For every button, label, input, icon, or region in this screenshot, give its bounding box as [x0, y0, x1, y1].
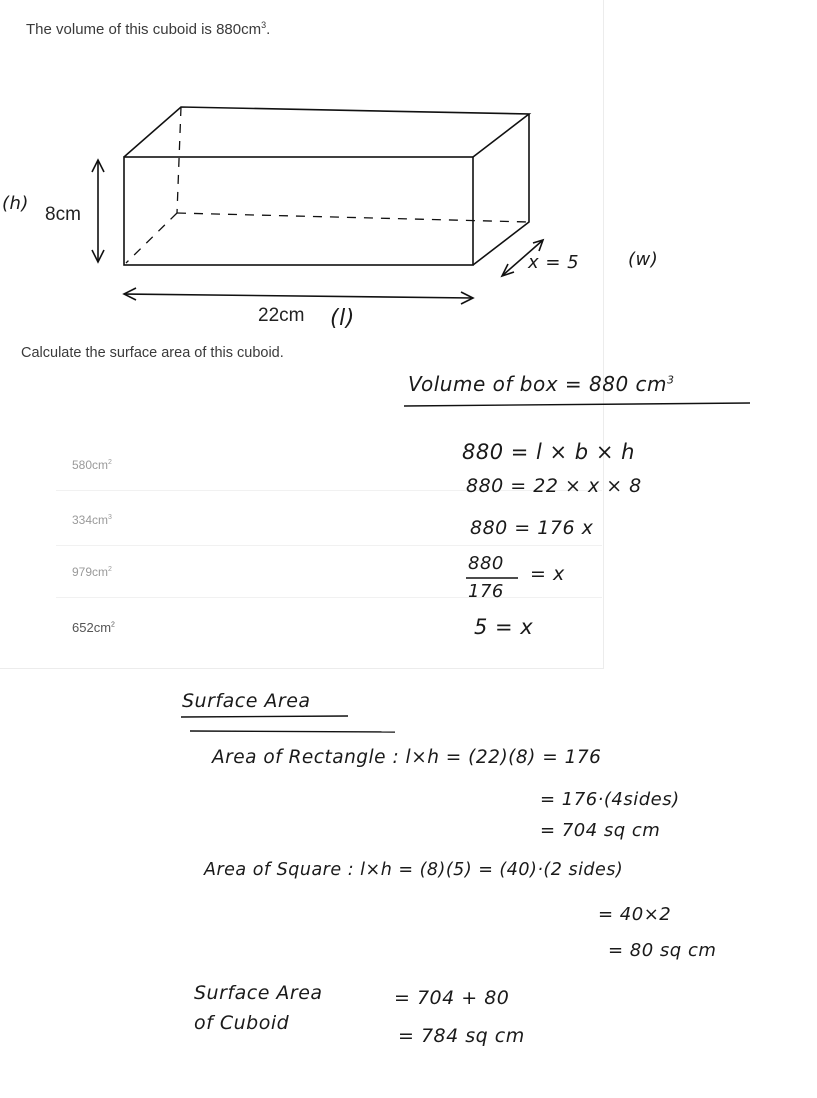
- width-variable-label: (w): [628, 249, 659, 270]
- question-text: The volume of this cuboid is $880cm^3$.: [26, 20, 271, 38]
- rectangle-step: = 704 sq cm: [540, 820, 661, 841]
- answer-option[interactable]: $580cm^2$: [72, 458, 112, 472]
- volume-step: 880 = l × b × h: [462, 440, 635, 464]
- square-area-line: Area of Square : l×h = (8)(5) = (40)·(2 sides): [204, 860, 624, 880]
- volume-result: 5 = x: [474, 615, 534, 639]
- square-step: = 40×2: [598, 904, 672, 925]
- volume-step: 880 = 176 x: [470, 517, 594, 539]
- volume-heading: Volume of box = 880 $cm^3$: [408, 372, 675, 396]
- rectangle-area-line: Area of Rectangle : l×h = (22)(8) = 176: [212, 747, 602, 768]
- length-label: 22cm: [258, 305, 305, 326]
- answer-option[interactable]: $979cm^2$: [72, 565, 112, 579]
- fraction-numerator: 880: [468, 553, 504, 574]
- volume-step: = x: [530, 563, 565, 585]
- height-variable-label: (h): [2, 193, 29, 214]
- cuboid-front-face: [124, 157, 473, 265]
- total-label: of Cuboid: [194, 1012, 290, 1034]
- length-variable-label: (l): [330, 306, 355, 331]
- cuboid-top-face: [124, 107, 529, 157]
- fraction-denominator: 176: [468, 581, 504, 602]
- volume-step: 880 = 22 × x × 8: [466, 475, 642, 497]
- surface-area-heading: Surface Area: [182, 690, 311, 712]
- square-step: = 80 sq cm: [608, 940, 717, 961]
- answer-option[interactable]: $652cm^2$: [72, 620, 115, 635]
- cuboid-right-face: [473, 114, 529, 265]
- answer-option[interactable]: $334cm^3$: [72, 513, 112, 527]
- rectangle-step: = 176·(4sides): [540, 789, 680, 810]
- total-label: Surface Area: [194, 982, 323, 1004]
- prompt-text: Calculate the surface area of this cuboid.: [21, 345, 284, 361]
- total-equation: = 704 + 80: [394, 987, 510, 1009]
- width-label: x = 5: [528, 252, 580, 273]
- height-label: 8cm: [45, 204, 81, 225]
- length-arrow: [124, 294, 473, 298]
- total-result: = 784 sq cm: [398, 1025, 525, 1047]
